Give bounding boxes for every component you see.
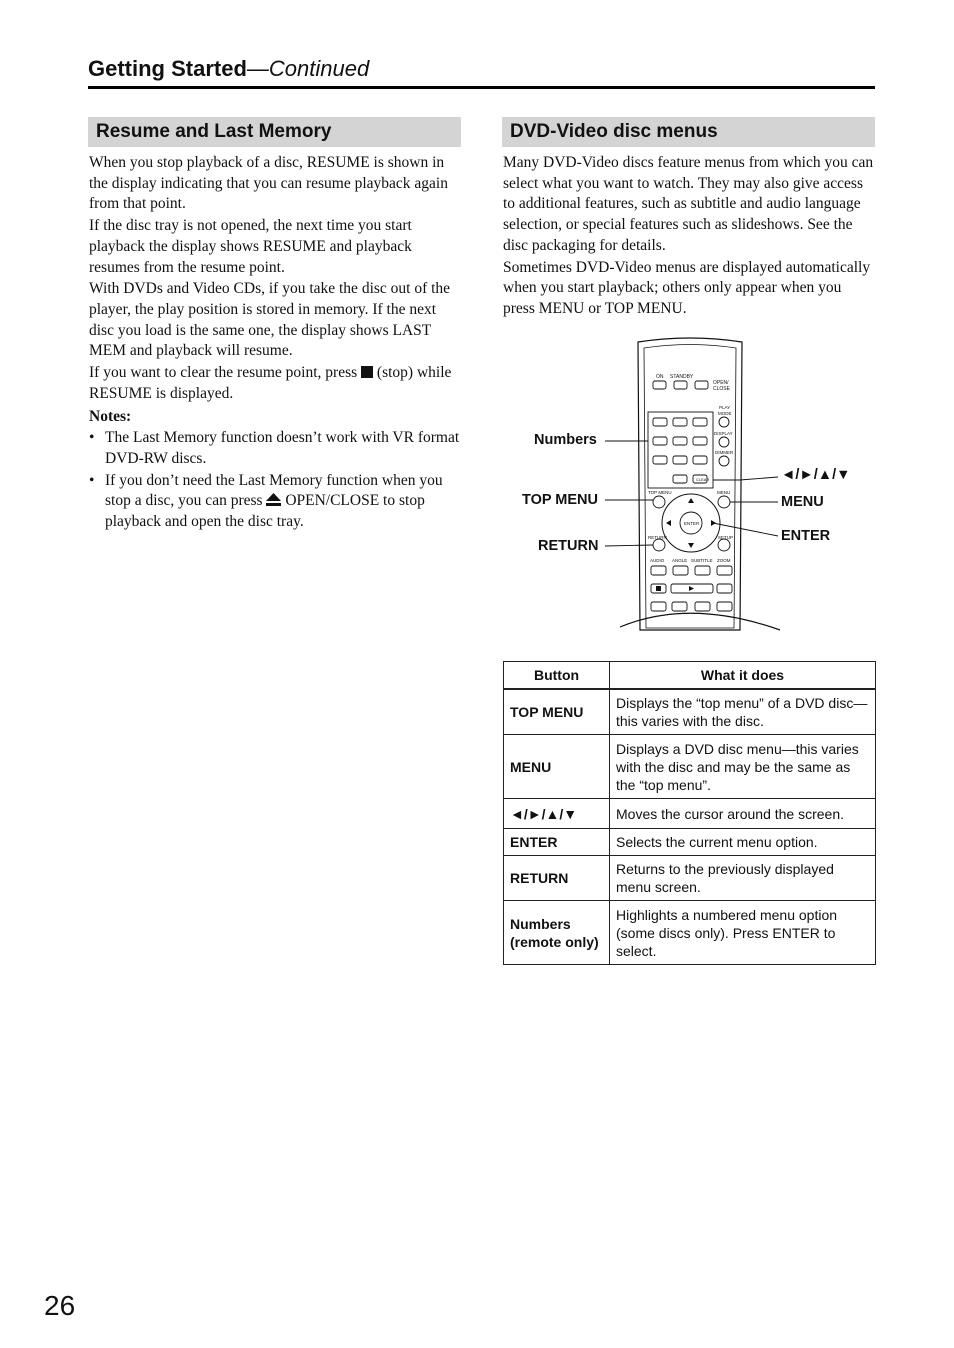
label-return: RETURN <box>648 535 667 540</box>
column-header-what-it-does: What it does <box>610 662 876 690</box>
table-row <box>504 735 876 799</box>
dvd-menus-paragraph-2: Sometimes DVD-Video menus are displayed automatically when you start playback; others only appear when you press MENU or TOP MENU. <box>503 258 871 317</box>
page-header <box>88 56 369 82</box>
resume-text-column <box>89 153 463 534</box>
remote-control-illustration <box>500 330 880 640</box>
notes-list <box>89 428 463 533</box>
resume-paragraph-4a: If you want to clear the resume point, press <box>89 364 358 382</box>
label-setup: SETUP <box>718 535 734 540</box>
table-row <box>504 829 876 856</box>
table-cell-button: ENTER <box>504 829 610 856</box>
page-number: 26 <box>44 1290 76 1321</box>
table-cell-button: ◄/►/▲/▼ <box>504 799 610 829</box>
label-display: DISPLAY <box>714 431 733 436</box>
resume-paragraph-3: With DVDs and Video CDs, if you take the disc out of the player, the play position is stored in memory. If the next disc you load is the same one, the display shows LAST MEM and playback will resume. <box>89 280 451 360</box>
label-standby: STANDBY <box>670 374 694 380</box>
button-function-table <box>503 661 876 965</box>
table-cell-desc: Selects the current menu option. <box>610 829 876 856</box>
table-cell-desc: Displays the “top menu” of a DVD disc—this varies with the disc. <box>610 689 876 735</box>
label-enter: ENTER <box>684 521 700 526</box>
note-item-2 <box>89 471 463 533</box>
table-cell-desc: Returns to the previously displayed menu screen. <box>610 856 876 901</box>
header-continued: —Continued <box>246 56 370 81</box>
header-rule <box>88 86 875 89</box>
label-mode: MODE <box>718 411 732 416</box>
callout-numbers: Numbers <box>534 432 597 448</box>
label-on: ON <box>656 374 664 380</box>
resume-paragraph-4 <box>89 363 463 404</box>
table-cell-button: Numbers (remote only) <box>504 901 610 965</box>
label-subtitle: SUBTITLE <box>691 558 713 563</box>
table-cell-button: TOP MENU <box>504 689 610 735</box>
label-zoom: ZOOM <box>717 558 731 563</box>
callout-enter: ENTER <box>781 528 831 544</box>
table-row <box>504 856 876 901</box>
callout-return: RETURN <box>538 538 599 554</box>
section-heading-resume: Resume and Last Memory <box>88 117 461 147</box>
table-row <box>504 799 876 829</box>
section-heading-dvd-menus: DVD-Video disc menus <box>502 117 875 147</box>
label-clear: CLEAR <box>696 477 710 482</box>
table-cell-desc: Moves the cursor around the screen. <box>610 799 876 829</box>
eject-icon <box>266 493 281 506</box>
label-audio: AUDIO <box>650 558 665 563</box>
stop-icon <box>361 366 373 378</box>
table-header-row <box>504 662 876 690</box>
resume-paragraph-4b: (stop) while RESUME is displayed. <box>89 364 452 402</box>
resume-paragraph-2: If the disc tray is not opened, the next time you start playback the display shows RESUME and playback resumes from the resume point. <box>89 217 412 276</box>
table-row <box>504 689 876 735</box>
table-cell-desc: Highlights a numbered menu option (some discs only). Press ENTER to select. <box>610 901 876 965</box>
callout-arrows: ◄/►/▲/▼ <box>781 467 851 483</box>
callout-top-menu: TOP MENU <box>522 492 599 508</box>
label-top-menu: TOP MENU <box>648 490 672 495</box>
callout-menu: MENU <box>781 494 824 510</box>
table-row <box>504 901 876 965</box>
note-2a: If you don’t need the Last Memory function when you stop a disc, you can press <box>105 471 443 510</box>
label-dimmer: DIMMER <box>715 450 734 455</box>
label-menu: MENU <box>717 490 731 495</box>
notes-title: Notes: <box>89 408 132 426</box>
column-header-button: Button <box>504 662 610 690</box>
dvd-menus-text-column <box>503 153 876 321</box>
table-cell-desc: Displays a DVD disc menu—this varies with the disc and may be the same as the “top menu”. <box>610 735 876 799</box>
label-angle: ANGLE <box>672 558 688 563</box>
table-cell-button: RETURN <box>504 856 610 901</box>
label-close: CLOSE <box>713 386 730 392</box>
table-cell-button: MENU <box>504 735 610 799</box>
dvd-menus-paragraph-1: Many DVD-Video discs feature menus from which you can select what you want to watch. They may also give access to additional features, such as subtitle and audio language selection, or special features such as slideshows. See the disc packaging for details. <box>503 154 874 254</box>
label-open: OPEN/ <box>713 380 729 386</box>
header-title: Getting Started <box>88 56 247 81</box>
note-item-1: • The Last Memory function doesn’t work with VR format DVD-RW discs. <box>89 428 463 469</box>
resume-paragraph-1: When you stop playback of a disc, RESUME is shown in the display indicating that you can resume playback again from that point. <box>89 154 448 213</box>
label-play: PLAY <box>719 405 731 410</box>
stop-button-icon <box>656 586 661 591</box>
note-2b: OPEN/CLOSE to stop playback and open the disc tray. <box>105 492 425 530</box>
